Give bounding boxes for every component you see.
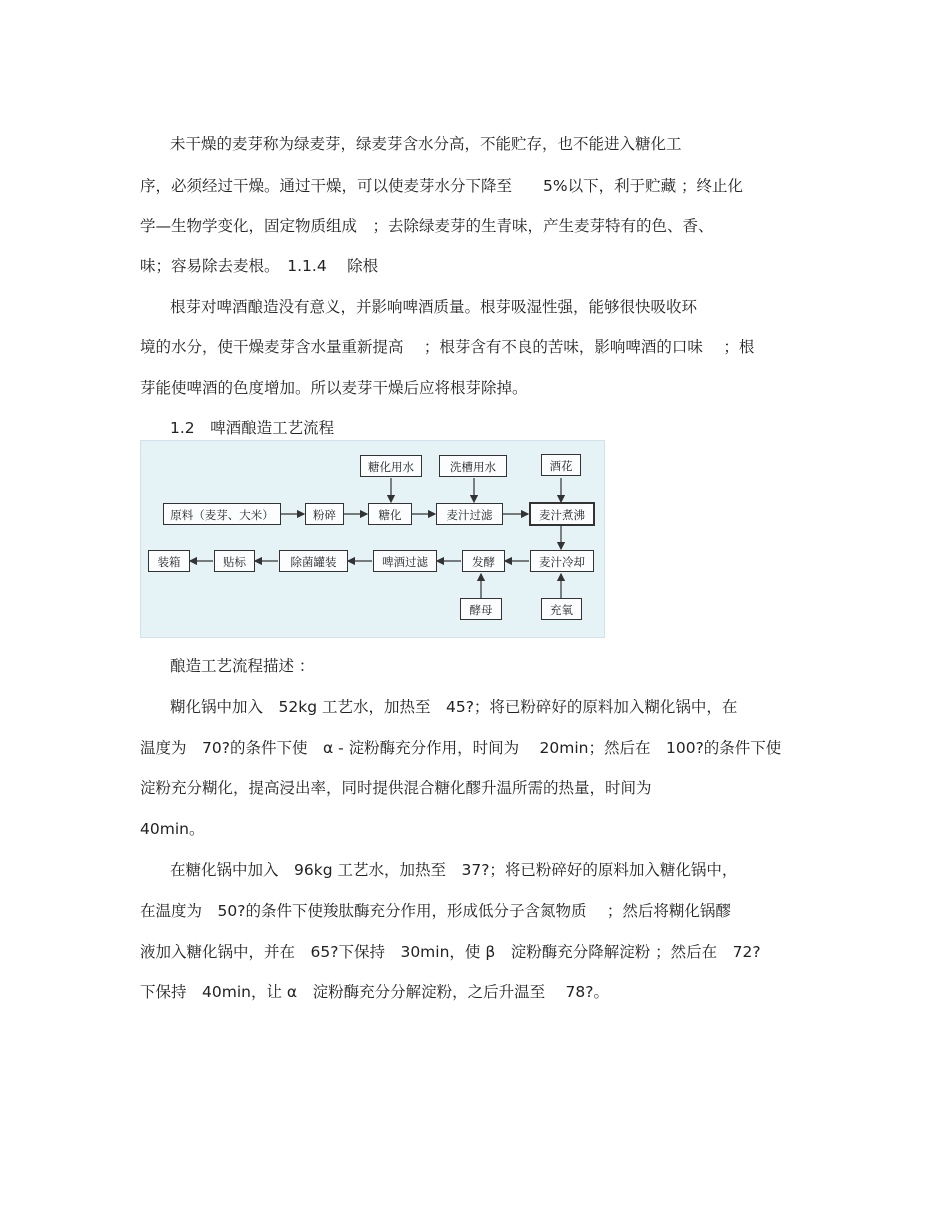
p3-line-2: 温度为 70?的条件下使 α - 淀粉酶充分作用，时间为 20min；然后在 100?的条件下使 <box>140 739 782 757</box>
p2-line-2: 境的水分，使干燥麦芽含水量重新提高 ；根芽含有不良的苦味，影响啤酒的口味 ；根 <box>140 338 755 356</box>
p4-line-4: 下保持 40min，让 α 淀粉酶充分分解淀粉，之后升温至 78?。 <box>140 983 609 1001</box>
box-beer-filtration: 啤酒过滤 <box>373 550 437 572</box>
p2-line-3: 芽能使啤酒的色度增加。所以麦芽干燥后应将根芽除掉。 <box>140 379 528 397</box>
box-milling: 粉碎 <box>305 503 344 525</box>
box-hops: 酒花 <box>541 454 581 476</box>
box-sparging-water: 洗槽用水 <box>439 455 507 477</box>
brewing-flowchart <box>140 440 605 638</box>
box-wort-cooling: 麦汁冷却 <box>530 550 594 572</box>
p3-line-4: 40min。 <box>140 820 205 838</box>
box-wort-filtration: 麦汁过滤 <box>436 503 503 525</box>
box-saccharification: 糖化 <box>368 503 412 525</box>
p3-line-1: 糊化锅中加入 52kg 工艺水，加热至 45?；将已粉碎好的原料加入糊化锅中，在 <box>170 698 738 716</box>
p1-line-4: 味；容易除去麦根。 1.1.4 除根 <box>140 257 379 275</box>
p1-line-1: 未干燥的麦芽称为绿麦芽，绿麦芽含水分高，不能贮存，也不能进入糖化工 <box>170 135 682 153</box>
box-raw-material: 原料（麦芽、大米） <box>163 503 281 525</box>
p4-line-2: 在温度为 50?的条件下使羧肽酶充分作用，形成低分子含氮物质 ；然后将糊化锅醪 <box>140 902 731 920</box>
p4-line-1: 在糖化锅中加入 96kg 工艺水，加热至 37?；将已粉碎好的原料加入糖化锅中， <box>170 861 738 879</box>
p1-line-3: 学—生物学变化，固定物质组成 ；去除绿麦芽的生青味，产生麦芽特有的色、香、 <box>140 217 714 235</box>
box-labeling: 贴标 <box>214 550 255 572</box>
box-sterile-canning: 除菌罐装 <box>279 550 348 572</box>
box-saccharification-water: 糖化用水 <box>360 455 422 477</box>
p2-line-1: 根芽对啤酒酿造没有意义，并影响啤酒质量。根芽吸湿性强，能够很快吸收环 <box>170 298 698 316</box>
box-packing: 装箱 <box>148 550 190 572</box>
box-wort-boiling: 麦汁煮沸 <box>529 502 595 526</box>
box-yeast: 酵母 <box>460 598 502 620</box>
box-fermentation: 发酵 <box>462 550 505 572</box>
p3-line-3: 淀粉充分糊化，提高浸出率，同时提供混合糖化醪升温所需的热量，时间为 <box>140 779 652 797</box>
flow-description-heading: 酿造工艺流程描述 ： <box>170 657 315 675</box>
p1-line-2: 序，必须经过干燥。通过干燥，可以使麦芽水分下降至 5%以下，利于贮藏 ；终止化 <box>140 177 744 195</box>
section-heading: 1.2 啤酒酿造工艺流程 <box>170 419 335 437</box>
p4-line-3: 液加入糖化锅中，并在 65?下保持 30min，使 β 淀粉酶充分降解淀粉 ；然后在 72? <box>140 943 761 961</box>
box-aeration: 充氧 <box>541 598 582 620</box>
